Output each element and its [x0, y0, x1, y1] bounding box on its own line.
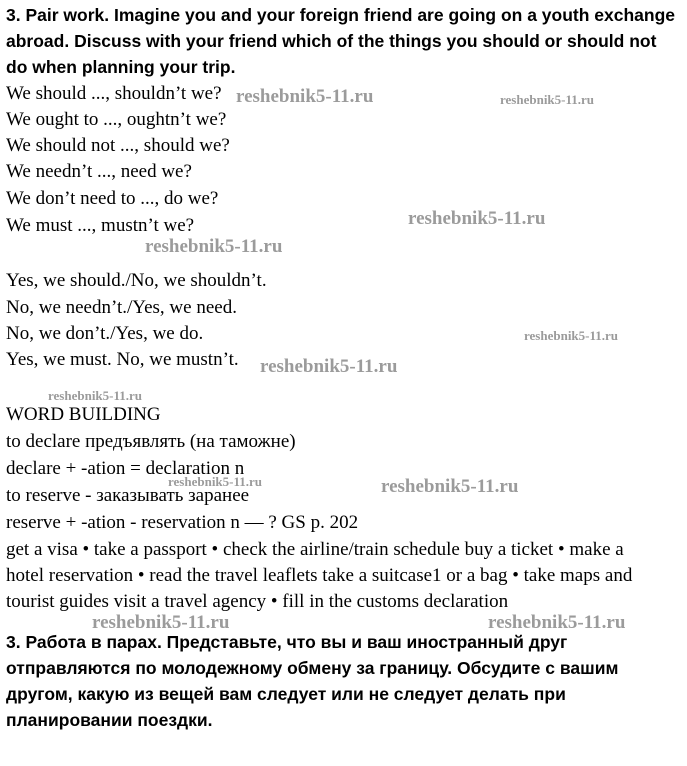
word-building-line: to declare предъявлять (на таможне)	[6, 431, 296, 452]
word-building-line: to reserve - заказывать заранее	[6, 485, 250, 506]
phrase-line: We ought to ..., oughtn’t we?	[6, 109, 227, 130]
watermark: reshebnik5-11.ru	[524, 328, 619, 343]
watermark: reshebnik5-11.ru	[145, 236, 283, 257]
phrase-line: We needn’t ..., need we?	[6, 161, 192, 182]
watermark: reshebnik5-11.ru	[48, 388, 143, 403]
task-heading-ru: 3. Работа в парах. Представьте, что вы и ваш иностранный друг отправляются по молодежному обмену за границу. Обсудите с вашим другом, какую из вещей вам следует или не следует делать при планировании поездки.	[6, 632, 619, 730]
activity-line: hotel reservation • read the travel leaflets take a suitcase1 or a bag • take maps and	[6, 565, 633, 586]
word-building-title: WORD BUILDING	[6, 404, 161, 425]
watermark: reshebnik5-11.ru	[408, 208, 546, 229]
word-building-line: reserve + -ation - reservation n — ? GS p. 202	[6, 512, 359, 533]
answer-line: No, we needn’t./Yes, we need.	[6, 297, 237, 318]
watermark: reshebnik5-11.ru	[260, 356, 398, 377]
phrase-line: We should ..., shouldn’t we?	[6, 83, 222, 104]
answer-line: No, we don’t./Yes, we do.	[6, 323, 204, 344]
phrase-line: We must ..., mustn’t we?	[6, 215, 195, 236]
watermark: reshebnik5-11.ru	[488, 612, 626, 633]
task-heading-en: 3. Pair work. Imagine you and your foreign friend are going on a youth exchange abroad. Discuss with your friend which of the things you should or should not do when planning your trip.	[6, 5, 676, 77]
activity-line: tourist guides visit a travel agency • fill in the customs declaration	[6, 591, 509, 612]
watermark: reshebnik5-11.ru	[500, 92, 595, 107]
word-building-line: declare + -ation = declaration n	[6, 458, 245, 479]
activity-line: get a visa • take a passport • check the airline/train schedule buy a ticket • make a	[6, 539, 624, 560]
phrase-line: We should not ..., should we?	[6, 135, 230, 156]
phrase-line: We don’t need to ..., do we?	[6, 188, 219, 209]
answer-line: Yes, we should./No, we shouldn’t.	[6, 270, 267, 291]
watermark: reshebnik5-11.ru	[92, 612, 230, 633]
watermark: reshebnik5-11.ru	[381, 476, 519, 497]
watermark: reshebnik5-11.ru	[236, 86, 374, 107]
answer-line: Yes, we must. No, we mustn’t.	[6, 349, 239, 370]
watermark: reshebnik5-11.ru	[168, 474, 263, 489]
